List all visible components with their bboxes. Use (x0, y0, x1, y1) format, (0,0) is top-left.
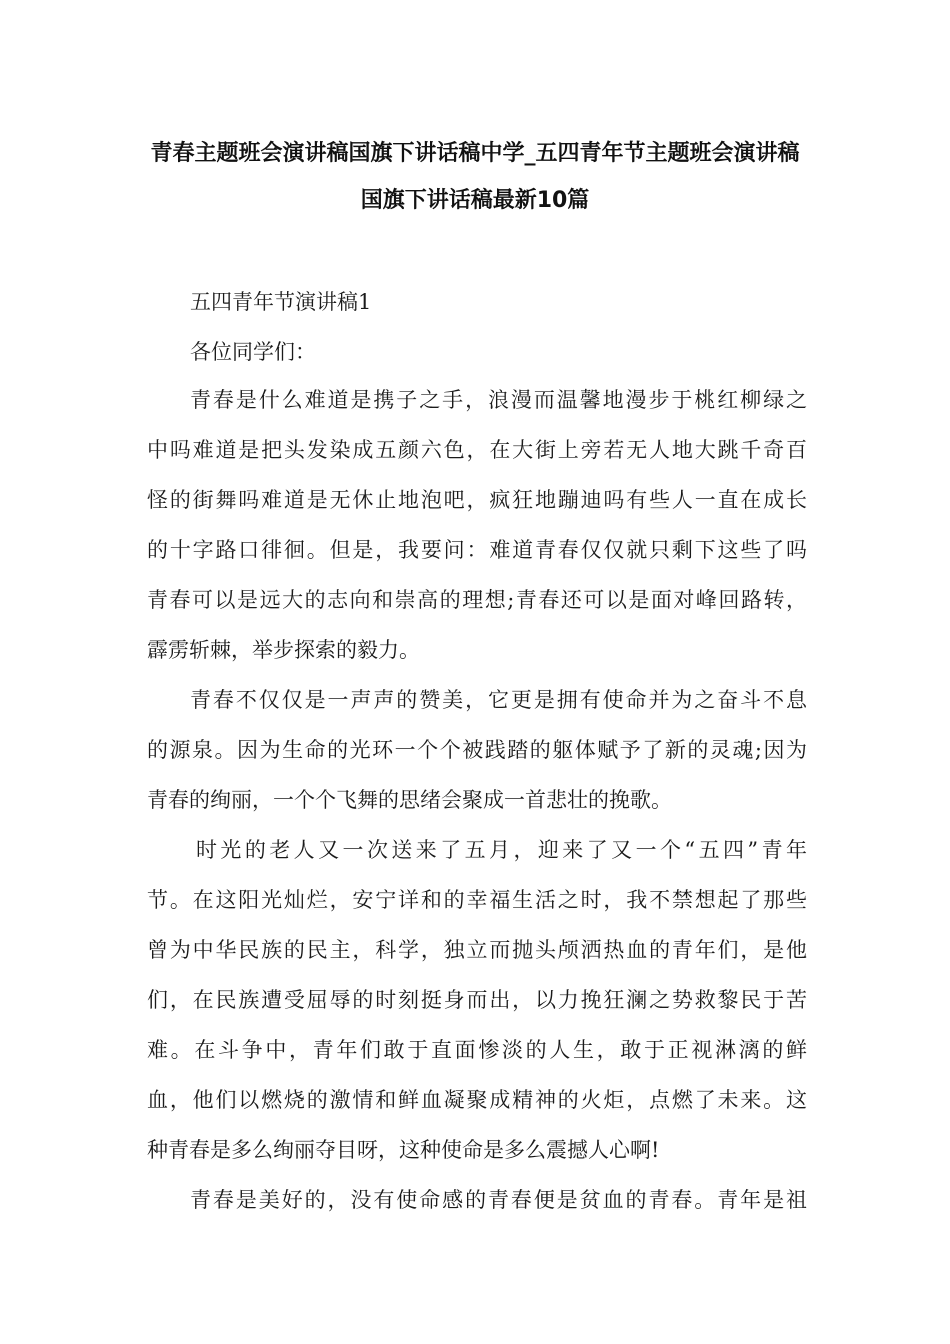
paragraph-1-line-2: 中吗难道是把头发染成五颜六色，在大街上旁若无人地大跳千奇百 (147, 438, 807, 462)
paragraph-3-line-2: 节。在这阳光灿烂，安宁详和的幸福生活之时，我不禁想起了那些 (147, 888, 807, 912)
section-heading: 五四青年节演讲稿1 (190, 290, 372, 314)
paragraph-1-line-3: 怪的街舞吗难道是无休止地泡吧，疯狂地蹦迪吗有些人一直在成长 (147, 488, 807, 512)
paragraph-3-line-7: 种青春是多么绚丽夺目呀，这种使命是多么震撼人心啊! (147, 1138, 660, 1162)
paragraph-3-line-4: 们，在民族遭受屈辱的时刻挺身而出，以力挽狂澜之势救黎民于苦 (147, 988, 807, 1012)
paragraph-1-line-5: 青春可以是远大的志向和崇高的理想;青春还可以是面对峰回路转， (147, 588, 807, 612)
paragraph-3-line-1: 时光的老人又一次送来了五月，迎来了又一个“五四”青年 (196, 838, 807, 862)
paragraph-1-line-6: 霹雳斩棘，举步探索的毅力。 (147, 638, 420, 662)
paragraph-2-line-2: 的源泉。因为生命的光环一个个被践踏的躯体赋予了新的灵魂;因为 (147, 738, 807, 762)
paragraph-2-line-1: 青春不仅仅是一声声的赞美，它更是拥有使命并为之奋斗不息 (190, 688, 807, 712)
paragraph-1-line-4: 的十字路口徘徊。但是，我要问：难道青春仅仅就只剩下这些了吗 (147, 538, 807, 562)
paragraph-4-line-1: 青春是美好的，没有使命感的青春便是贫血的青春。青年是祖 (190, 1188, 807, 1212)
paragraph-2-line-3: 青春的绚丽，一个个飞舞的思绪会聚成一首悲壮的挽歌。 (147, 788, 672, 812)
document-title-line-2: 国旗下讲话稿最新10篇 (360, 188, 590, 213)
document-title-line-1: 青春主题班会演讲稿国旗下讲话稿中学_五四青年节主题班会演讲稿 (150, 141, 800, 166)
paragraph-3-line-6: 血，他们以燃烧的激情和鲜血凝聚成精神的火炬，点燃了未来。这 (147, 1088, 807, 1112)
paragraph-1-line-1: 青春是什么难道是携子之手，浪漫而温馨地漫步于桃红柳绿之 (190, 388, 807, 412)
paragraph-3-line-3: 曾为中华民族的民主，科学，独立而抛头颅洒热血的青年们，是他 (147, 938, 807, 962)
salutation: 各位同学们： (190, 340, 316, 364)
paragraph-3-line-5: 难。在斗争中，青年们敢于直面惨淡的人生，敢于正视淋漓的鲜 (147, 1038, 807, 1062)
